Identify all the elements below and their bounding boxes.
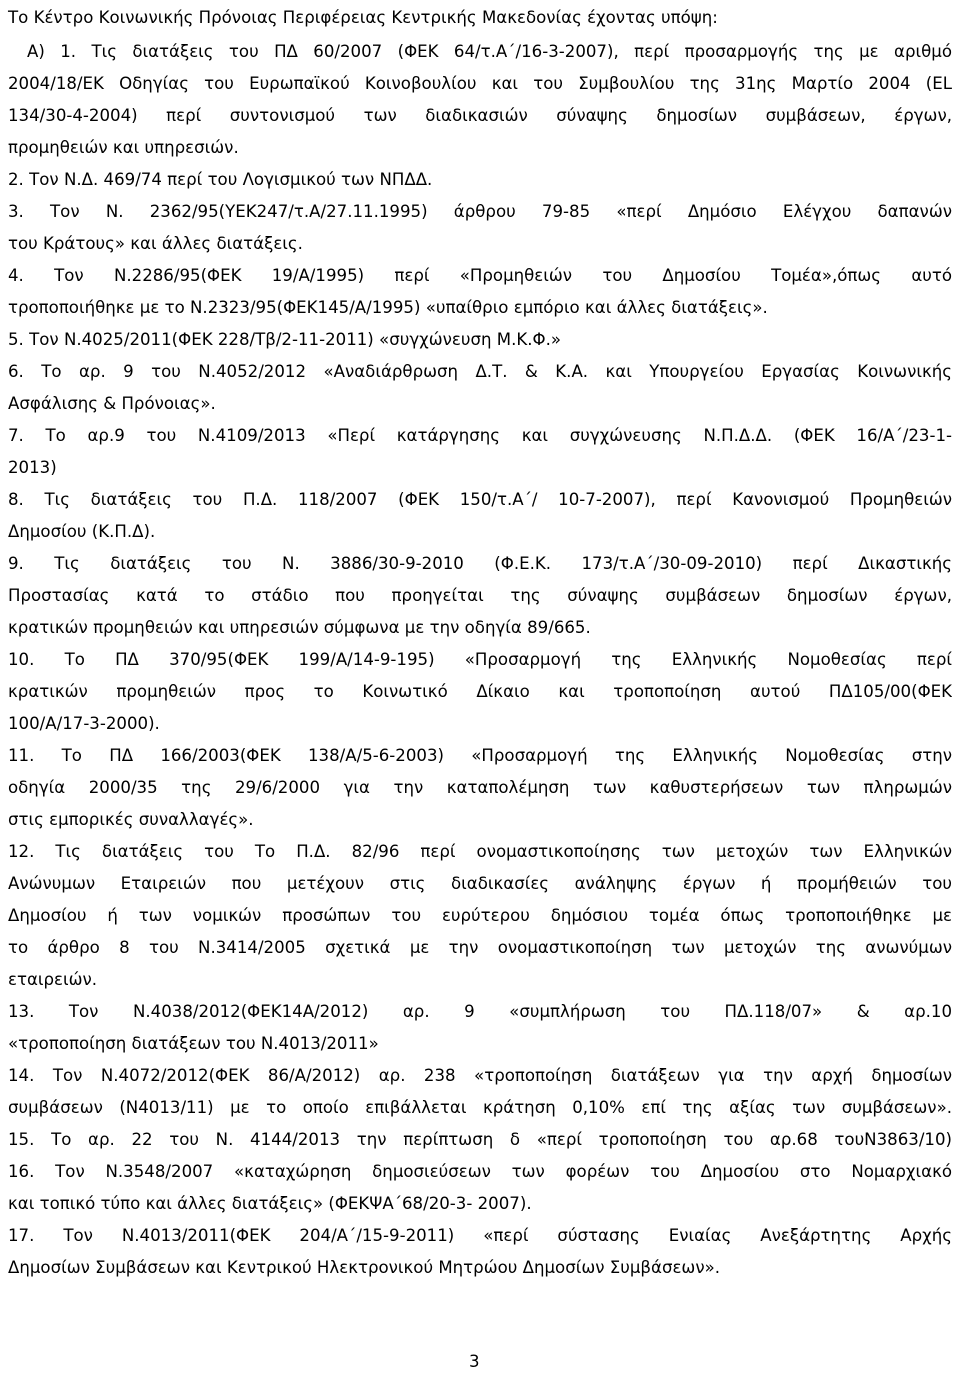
body-line: «τροποποίηση διατάξεων του Ν.4013/2011»: [8, 1034, 379, 1053]
body-line: προμηθειών και υπηρεσιών.: [8, 138, 239, 157]
body-line: 5. Τον Ν.4025/2011(ΦΕΚ 228/Τβ/2-11-2011) «συγχώνευση Μ.Κ.Φ.»: [8, 330, 562, 349]
body-line: 11. Το ΠΔ 166/2003(ΦΕΚ 138/Α/5-6-2003) «Προσαρμογή της Ελληνικής Νομοθεσίας στην: [8, 746, 952, 765]
body-line: Δημοσίων Συμβάσεων και Κεντρικού Ηλεκτρονικού Μητρώου Δημοσίων Συμβάσεων».: [8, 1258, 721, 1277]
body-line: 7. Το αρ.9 του Ν.4109/2013 «Περί κατάργησης και συγχώνευσης Ν.Π.Δ.Δ. (ΦΕΚ 16/Α΄/23-1-: [8, 426, 952, 445]
body-line: 2004/18/ΕΚ Οδηγίας του Ευρωπαϊκού Κοινοβουλίου και του Συμβουλίου της 31ης Μαρτίο 2004 (EL: [8, 74, 952, 93]
body-line: το άρθρο 8 του Ν.3414/2005 σχετικά με την ονομαστικοποίηση των μετοχών της ανωνύμων: [8, 938, 952, 957]
body-line: κρατικών προμηθειών προς το Κοινωτικό Δίκαιο και τροποποίηση αυτού ΠΔ105/00(ΦΕΚ: [8, 682, 952, 701]
body-line: 16. Τον Ν.3548/2007 «καταχώρηση δημοσιεύσεων των φορέων του Δημοσίου στο Νομαρχιακό: [8, 1162, 952, 1181]
body-line: 13. Τον Ν.4038/2012(ΦΕΚ14Α/2012) αρ. 9 «συμπλήρωση του ΠΔ.118/07» & αρ.10: [8, 1002, 952, 1021]
body-line: και τοπικό τύπο και άλλες διατάξεις» (ΦΕΚΨΑ΄68/20-3- 2007).: [8, 1194, 532, 1213]
body-line: Δημοσίου (Κ.Π.Δ).: [8, 522, 156, 541]
body-line: 2013): [8, 458, 57, 477]
body-line: εταιρειών.: [8, 970, 98, 989]
body-line: συμβάσεων (Ν4013/11) με το οποίο επιβάλλεται κράτηση 0,10% επί της αξίας των συμβάσεων».: [8, 1098, 952, 1117]
body-line: Α) 1. Τις διατάξεις του ΠΔ 60/2007 (ΦΕΚ 64/τ.Α΄/16-3-2007), περί προσαρμογής της με αριθμό: [27, 42, 952, 61]
body-line: 17. Τον Ν.4013/2011(ΦΕΚ 204/Α΄/15-9-2011) «περί σύστασης Ενιαίας Ανεξάρτητης Αρχής: [8, 1226, 952, 1245]
body-line: κρατικών προμηθειών και υπηρεσιών σύμφωνα με την οδηγία 89/665.: [8, 618, 591, 637]
body-line: 15. Το αρ. 22 του Ν. 4144/2013 την περίπτωση δ «περί τροποποίηση του αρ.68 τουΝ3863/10): [8, 1130, 952, 1149]
body-line: 4. Τον Ν.2286/95(ΦΕΚ 19/Α/1995) περί «Προμηθειών του Δημοσίου Τομέα»,όπως αυτό: [8, 266, 952, 285]
body-line: 6. Το αρ. 9 του Ν.4052/2012 «Αναδιάρθρωση Δ.Τ. & Κ.Α. και Υπουργείου Εργασίας Κοινωνικής: [8, 362, 952, 381]
body-line: 2. Τον Ν.Δ. 469/74 περί του Λογισμικού των ΝΠΔΔ.: [8, 170, 433, 189]
body-line: οδηγία 2000/35 της 29/6/2000 για την καταπολέμηση των καθυστερήσεων των πληρωμών: [8, 778, 952, 797]
body-line: Δημοσίου ή των νομικών προσώπων του ευρύτερου δημόσιου τομέα όπως τροποποιήθηκε με: [8, 906, 952, 925]
body-line: Προστασίας κατά το στάδιο που προηγείται της σύναψης συμβάσεων δημοσίων έργων,: [8, 586, 952, 605]
body-line: Ανώνυμων Εταιρειών που μετέχουν στις διαδικασίες ανάληψης έργων ή προμήθειών του: [8, 874, 952, 893]
body-line: τροποποιήθηκε με το Ν.2323/95(ΦΕΚ145/Α/1995) «υπαίθριο εμπόριο και άλλες διατάξεις».: [8, 298, 768, 317]
body-line: 8. Τις διατάξεις του Π.Δ. 118/2007 (ΦΕΚ 150/τ.Α΄/ 10-7-2007), περί Κανονισμού Προμηθειών: [8, 490, 952, 509]
body-line: 9. Τις διατάξεις του Ν. 3886/30-9-2010 (Φ.Ε.Κ. 173/τ.Α΄/30-09-2010) περί Δικαστικής: [8, 554, 952, 573]
body-line: 100/Α/17-3-2000).: [8, 714, 160, 733]
body-line: 14. Τον Ν.4072/2012(ΦΕΚ 86/Α/2012) αρ. 238 «τροποποίηση διατάξεων για την αρχή δημοσίων: [8, 1066, 952, 1085]
page-number: 3: [469, 1352, 480, 1371]
body-line: 3. Τον Ν. 2362/95(ΥΕΚ247/τ.Α/27.11.1995) άρθρου 79-85 «περί Δημόσιο Ελέγχου δαπανών: [8, 202, 952, 221]
body-line: 10. Το ΠΔ 370/95(ΦΕΚ 199/Α/14-9-195) «Προσαρμογή της Ελληνικής Νομοθεσίας περί: [8, 650, 952, 669]
body-line: 12. Τις διατάξεις του Το Π.Δ. 82/96 περί ονομαστικοποίησης των μετοχών των Ελληνικών: [8, 842, 952, 861]
body-line: στις εμπορικές συναλλαγές».: [8, 810, 254, 829]
body-line: του Κράτους» και άλλες διατάξεις.: [8, 234, 303, 253]
intro-paragraph: Το Κέντρο Κοινωνικής Πρόνοιας Περιφέρειας Κεντρικής Μακεδονίας έχοντας υπόψη:: [8, 8, 718, 27]
body-line: Ασφάλισης & Πρόνοιας».: [8, 394, 216, 413]
body-line: 134/30-4-2004) περί συντονισμού των διαδικασιών σύναψης δημοσίων συμβάσεων, έργων,: [8, 106, 952, 125]
